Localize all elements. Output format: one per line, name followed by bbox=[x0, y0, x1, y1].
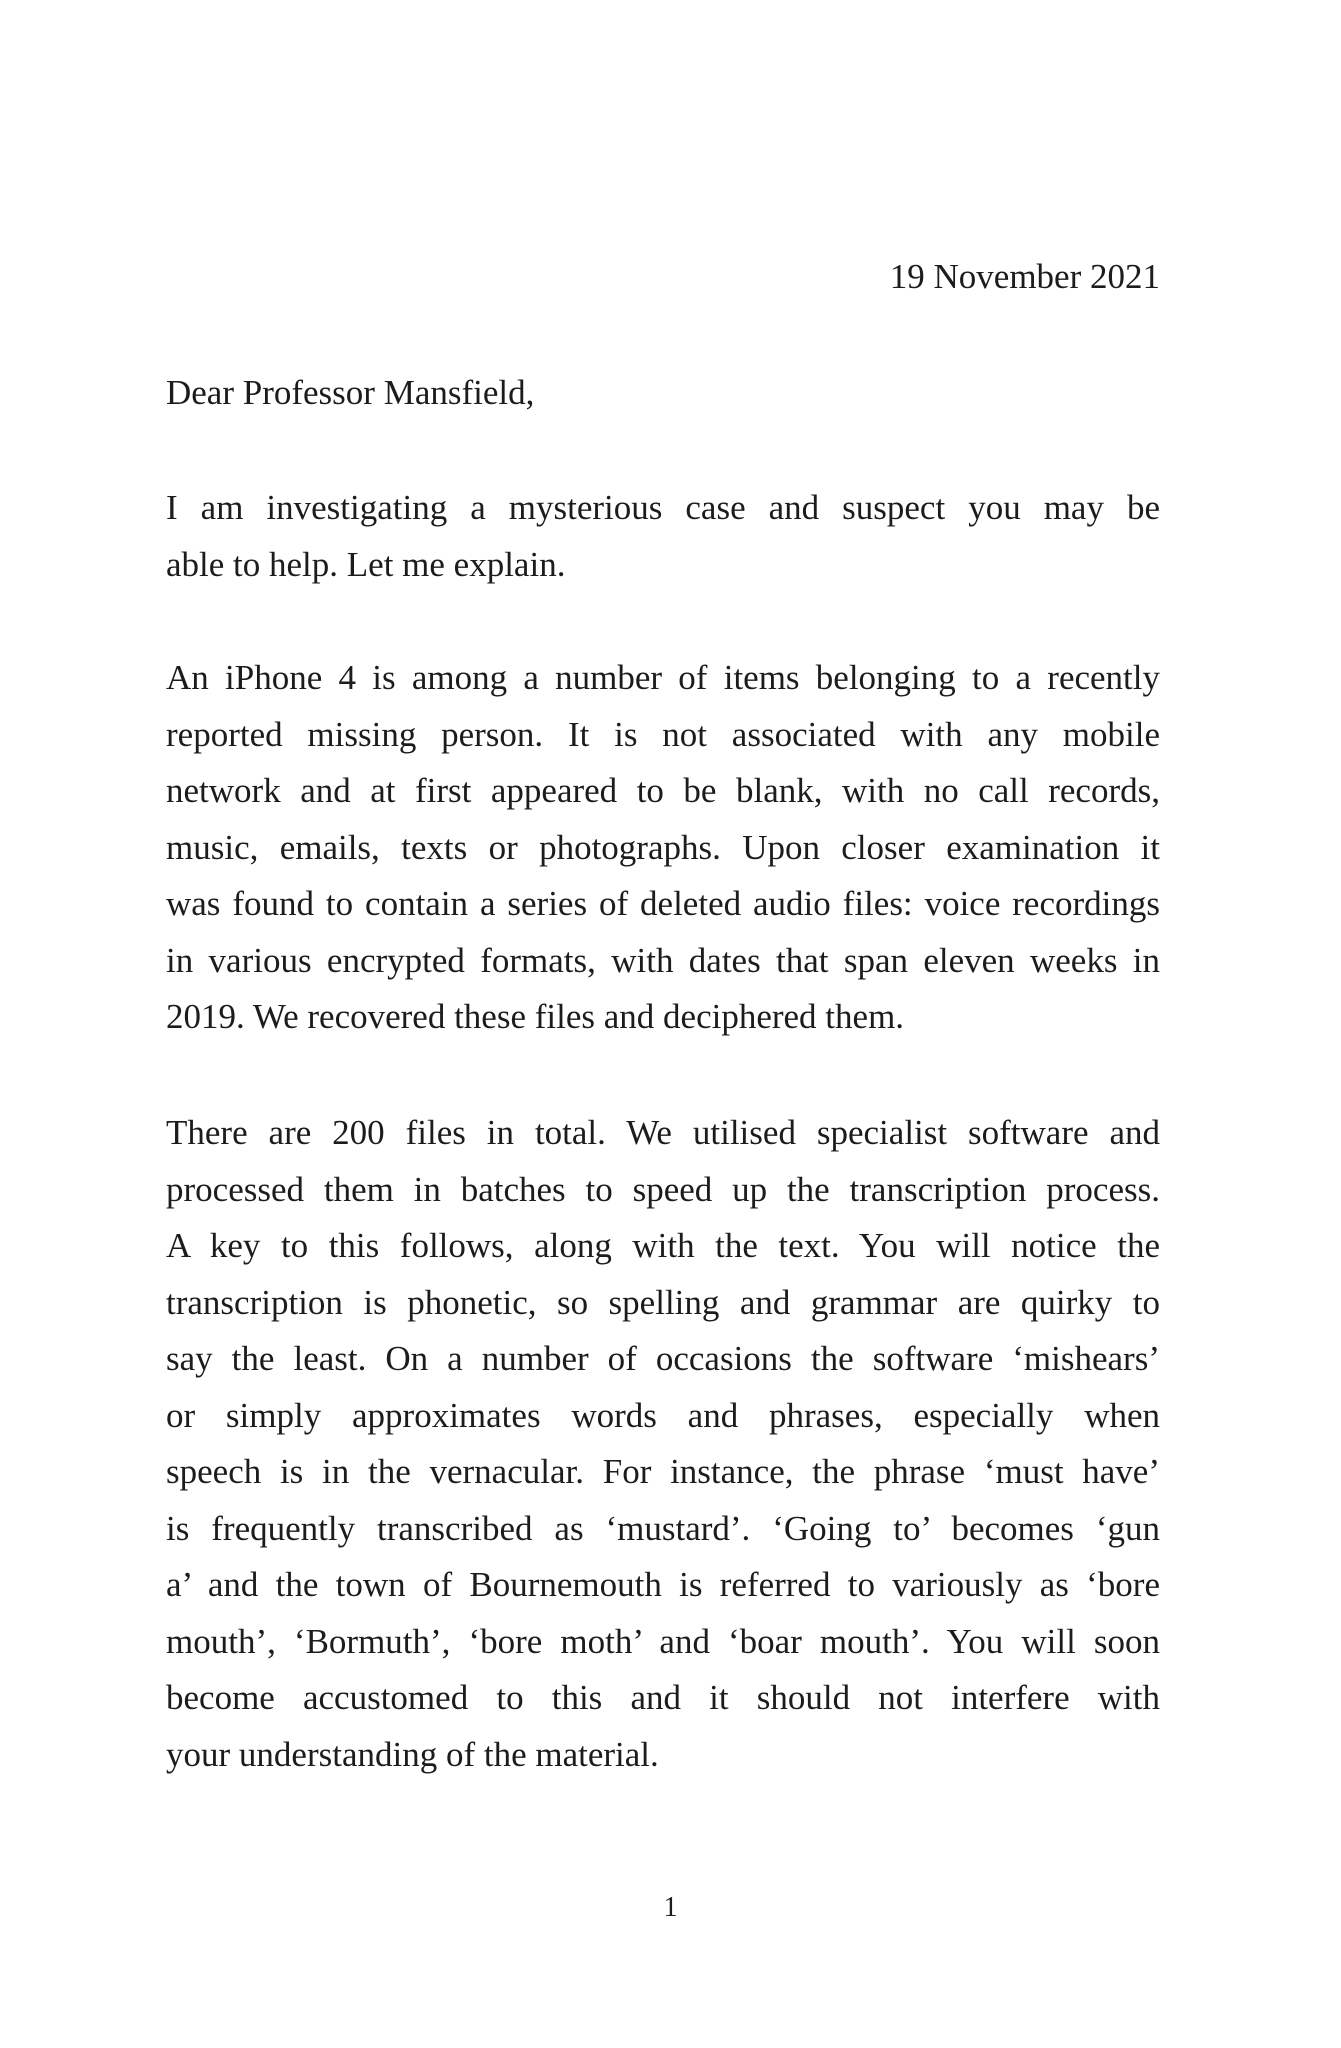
paragraph-line: was found to contain a series of deleted audio files: voice recordings bbox=[166, 884, 1160, 923]
paragraph-line: is frequently transcribed as ‘mustard’. ‘Going to’ becomes ‘gun bbox=[166, 1508, 1160, 1548]
paragraph-line: or simply approximates words and phrases, especially when bbox=[166, 1395, 1160, 1435]
paragraph-line: A key to this follows, along with the text. You will notice the bbox=[166, 1226, 1160, 1265]
paragraph-line: mouth’, ‘Bormuth’, ‘bore moth’ and ‘boar mouth’. You will soon bbox=[166, 1621, 1160, 1661]
paragraph-line: become accustomed to this and it should not interfere with bbox=[166, 1678, 1160, 1717]
paragraph-transcription-notes bbox=[166, 1105, 1160, 1783]
paragraph-line: I am investigating a mysterious case and suspect you may be bbox=[166, 488, 1160, 527]
paragraph-line: speech is in the vernacular. For instance, the phrase ‘must have’ bbox=[166, 1452, 1160, 1491]
paragraph-line: 2019. We recovered these files and deciphered them. bbox=[166, 997, 905, 1036]
letter-date: 19 November 2021 bbox=[889, 257, 1160, 296]
paragraph-line: transcription is phonetic, so spelling and grammar are quirky to bbox=[166, 1282, 1160, 1322]
paragraph-line: able to help. Let me explain. bbox=[166, 544, 566, 584]
paragraph-line: An iPhone 4 is among a number of items belonging to a recently bbox=[166, 658, 1160, 697]
paragraph-line: There are 200 files in total. We utilised specialist software and bbox=[166, 1113, 1160, 1152]
paragraph-line: reported missing person. It is not associated with any mobile bbox=[166, 714, 1160, 754]
letter-salutation: Dear Professor Mansfield, bbox=[166, 373, 535, 412]
paragraph-introduction bbox=[166, 480, 1160, 593]
paragraph-line: music, emails, texts or photographs. Upon closer examination it bbox=[166, 827, 1160, 867]
paragraph-line: a’ and the town of Bournemouth is referred to variously as ‘bore bbox=[166, 1565, 1160, 1604]
paragraph-iphone-discovery bbox=[166, 650, 1160, 1046]
paragraph-line: processed them in batches to speed up the transcription process. bbox=[166, 1169, 1160, 1209]
paragraph-line: network and at first appeared to be blank, with no call records, bbox=[166, 771, 1160, 810]
paragraph-line: say the least. On a number of occasions the software ‘mishears’ bbox=[166, 1339, 1160, 1378]
paragraph-line: in various encrypted formats, with dates that span eleven weeks in bbox=[166, 940, 1160, 980]
page-number: 1 bbox=[663, 1892, 678, 1923]
paragraph-line: your understanding of the material. bbox=[166, 1734, 659, 1774]
